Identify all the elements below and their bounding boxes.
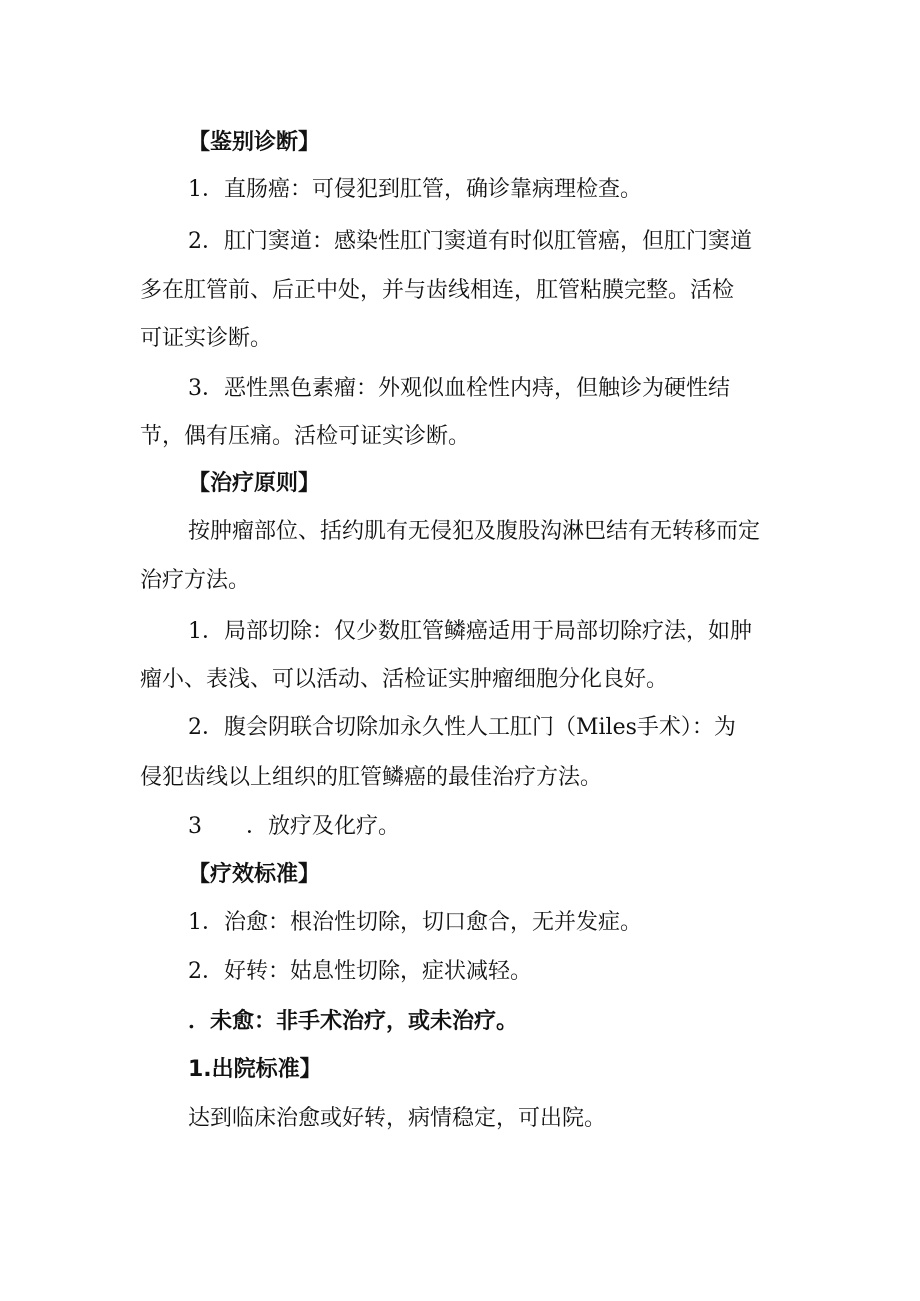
heading-efficacy-criteria: 【疗效标准】 <box>188 862 321 887</box>
diff-item-3-line-1: 3．恶性黑色素瘤：外观似血栓性内痔，但触诊为硬性结 <box>188 376 730 401</box>
diff-item-2-line-1: 2．肛门窦道：感染性肛门窦道有时似肛管癌，但肛门窦道 <box>188 229 752 254</box>
heading-discharge-criteria: 1.出院标准】 <box>188 1057 322 1082</box>
treat-item-2-line-2: 侵犯齿线以上组织的肛管鳞癌的最佳治疗方法。 <box>140 765 603 790</box>
diff-item-2-line-3: 可证实诊断。 <box>140 326 273 351</box>
treat-item-1-line-1: 1．局部切除：仅少数肛管鳞癌适用于局部切除疗法，如肿 <box>188 619 752 644</box>
treat-item-1-line-2: 瘤小、表浅、可以活动、活检证实肿瘤细胞分化良好。 <box>140 667 669 692</box>
efficacy-item-2: 2．好转：姑息性切除，症状减轻。 <box>188 959 532 984</box>
heading-treatment-principles: 【治疗原则】 <box>188 471 321 496</box>
efficacy-item-3: ．未愈：非手术治疗，或未治疗。 <box>188 1009 519 1034</box>
treat-item-3: 3 ．放疗及化疗。 <box>188 814 400 839</box>
heading-differential-diagnosis: 【鉴别诊断】 <box>188 130 321 155</box>
treat-intro-line-1: 按肿瘤部位、括约肌有无侵犯及腹股沟淋巴结有无转移而定 <box>188 519 761 544</box>
diff-item-2-line-2: 多在肛管前、后正中处，并与齿线相连，肛管粘膜完整。活检 <box>140 278 735 303</box>
discharge-text: 达到临床治愈或好转，病情稳定，可出院。 <box>188 1106 607 1131</box>
diff-item-1: 1．直肠癌：可侵犯到肛管，确诊靠病理检查。 <box>188 177 642 202</box>
diff-item-3-line-2: 节，偶有压痛。活检可证实诊断。 <box>140 424 471 449</box>
efficacy-item-1: 1．治愈：根治性切除，切口愈合，无并发症。 <box>188 910 642 935</box>
treat-item-2-line-1: 2．腹会阴联合切除加永久性人工肛门（Miles手术）：为 <box>188 715 736 740</box>
treat-intro-line-2: 治疗方法。 <box>140 568 251 593</box>
